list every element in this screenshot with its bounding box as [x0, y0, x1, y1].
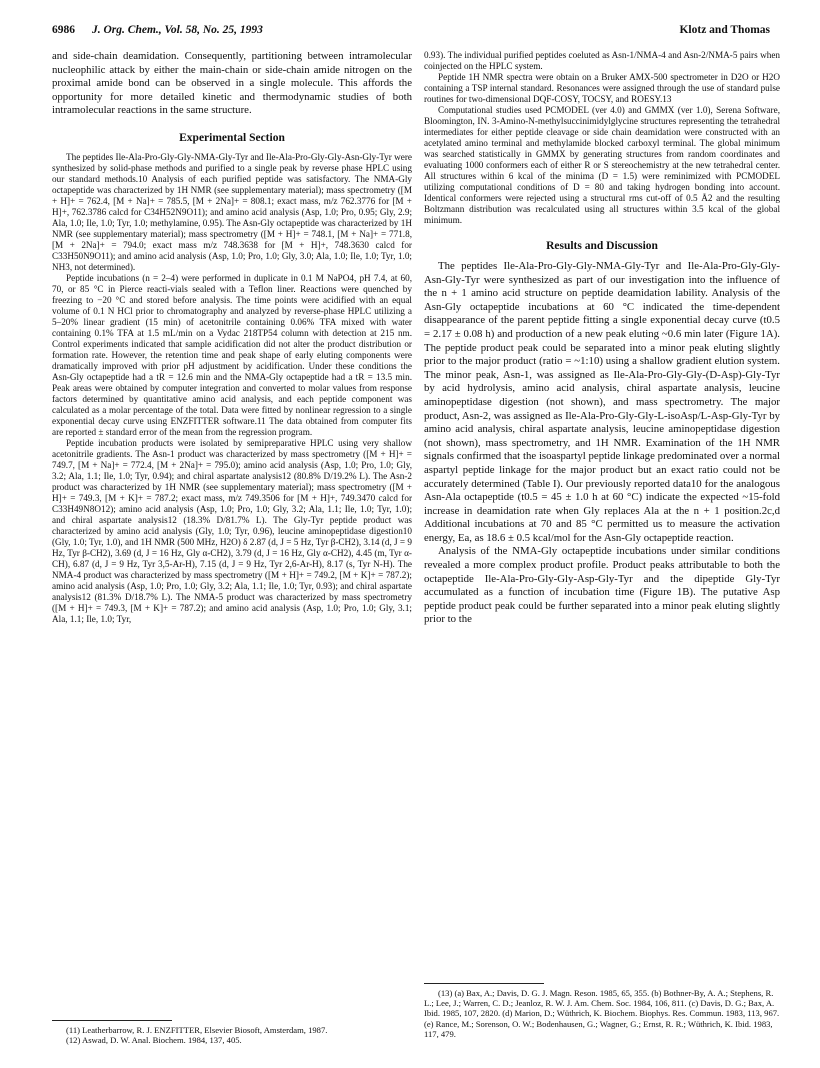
experimental-paragraph-3: Peptide incubation products were isolated by semipreparative HPLC using very shallow acetonitrile gradients. The Asn-1 product was characterized by mass spectrometry ([M + H]+ = 749.7, [M + Na]+ = 772.4, [M + 2Na]+ = 795.0); amino acid analysis (Asp, 1.0; Pro, 1.0; Gly, 3.2; Ala, 1.1; Ile, 1.0; Tyr, 0.94); and chiral aspartate analysis12 (80.8% D/19.2% L). The Asn-2 product was characterized by 1H NMR (see supplementary material); mass spectrometry ([M + H]+ = 749.3, [M + K]+ = 787.2; exact mass, m/z 749.3506 for [M + H]+, 749.3470 calcd for C33H49N8O12); amino acid analysis (Asp, 1.0; Pro, 1.0; Gly, 3.2; Ala, 1.1; Ile, 1.0; Tyr, 1.0); and chiral aspartate analysis12 (18.3% D/81.7% L). The Gly-Tyr peptide product was characterized by amino acid analysis (Gly, 1.0; Tyr, 0.96), leucine aminopeptidase digestion10 (Gly, 1.0; Tyr, 1.0), and 1H NMR (500 MHz, H2O) δ 2.87 (d, J = 5 Hz, Tyr β-CH2), 3.14 (d, J = 9 Hz, Tyr β-CH2), 3.69 (d, J = 16 Hz, Gly α-CH2), 3.79 (d, J = 16 Hz, Gly α-CH2), 4.45 (m, Tyr α-CH), 6.87 (d, J = 9 Hz, Tyr 3,5-Ar-H), 7.15 (d, J = 9 Hz, Tyr 2,6-Ar-H), 8.17 (s, Tyr N-H). The NMA-4 product was characterized by mass spectrometry ([M + H]+ = 749.2, [M + K]+ = 787.2); amino acid analysis (Asp, 1.0; Pro, 1.0; Gly, 3.2; Ala, 1.1; Ile, 1.0; Tyr, 0.93); and chiral aspartate analysis12 (81.3% D/18.7% L). The NMA-5 product was characterized by mass spectrometry ([M + H]+ = 749.3, [M + K]+ = 787.2); and amino acid analysis (Asp, 1.0; Pro, 1.0; Gly, 3.1; Ala, 1.1; Ile, 1.0; Tyr,	[52, 437, 413, 624]
section-title-experimental: Experimental Section	[179, 131, 285, 144]
right-footnotes	[424, 975, 780, 1039]
running-authors: Klotz and Thomas	[679, 24, 770, 36]
experimental-paragraph-continued: 0.93). The individual purified peptides coeluted as Asn-1/NMA-4 and Asn-2/NMA-5 pairs when coinjected on the HPLC system.	[424, 50, 780, 71]
results-paragraph-1: The peptides Ile-Ala-Pro-Gly-Gly-NMA-Gly-Tyr and Ile-Ala-Pro-Gly-Gly-Asn-Gly-Tyr were synthesized as part of our investigation into the influence of the n + 1 amino acid structure on peptide deamidation lability. Analysis of the Asn-Gly octapeptide incubations at 60 °C indicated the time-dependent disappearance of the parent peptide fitting a single exponential decay curve (t0.5 = 2.17 ± 0.08 h) and production of a new peak eluting ~0.6 min later (Figure 1A). The peptide product peak could be separated into a minor peak eluting slightly prior to the major product (ratio = ~1:10) using a shallow gradient elution system. The minor peak, Asn-1, was assigned as Ile-Ala-Pro-Gly-Gly-(D-Asp)-Gly-Tyr by acid hydrolysis, amino acid analysis, chiral aspartate analysis, leucine aminopeptidase digestion (not shown), and mass spectrometry. The major product, Asn-2, was assigned as Ile-Ala-Pro-Gly-Gly-L-isoAsp/L-Asp-Gly-Tyr by amino acid analysis, chiral aspartate analysis, leucine aminopeptidase digestion (not shown), mass spectrometry, and 1H NMR. Examination of the 1H NMR signals confirmed that the isoaspartyl peptide linkage predominated over a normal aspartyl peptide linkage for the major product but an exact ratio could not be accurately determined (Table I). Our previously reported data10 for the analogous Asn-Ala octapeptide (t0.5 = 45 ± 1.0 h at 60 °C) indicate the expected ~15-fold increase in deamidation rate when Gly replaces Ala at the n + 1 position.2c,d Additional incubations at 70 and 85 °C permitted us to measure the activation energy, Ea, as 18.6 ± 0.5 kcal/mol for the Asn-Gly octapeptide reaction.	[424, 260, 780, 544]
experimental-paragraph-1: The peptides Ile-Ala-Pro-Gly-Gly-NMA-Gly-Tyr and Ile-Ala-Pro-Gly-Gly-Asn-Gly-Tyr were synthesized by solid-phase methods and purified to a single peak by reverse phase HPLC using our standard methods.10 Analysis of each purified peptide was satisfactory. The NMA-Gly octapeptide was characterized by 1H NMR (see supplementary material); mass spectrometry ([M + H]+ = 762.4, [M + Na]+ = 785.5, [M + 2Na]+ = 808.1; exact mass, m/z 762.3776 for [M + H]+, 762.3786 calcd for C34H52N9O11); and amino acid analysis (Asp, 1.0; Pro, 0.95; Gly, 2.9; Ala, 1.0; Ile, 1.0; Tyr, 1.0; methylamine, 0.95). The Asn-Gly octapeptide was characterized by 1H NMR (see supplementary material); mass spectrometry ([M + H]+ = 748.1, [M + Na]+ = 771.8, [M + 2Na]+ = 794.0; exact mass m/z 748.3638 for [M + H]+, 748.3630 calcd for C33H50N9O11); and amino acid analysis (Asp, 1.0; Pro, 1.0; Gly, 3.0; Ala, 1.0; Ile, 1.0; Tyr, 1.0; NH3, not determined).	[52, 151, 412, 272]
results-paragraph-2: Analysis of the NMA-Gly octapeptide incubations under similar conditions revealed a more complex product profile. Product peaks attributable to both the octapeptide Ile-Ala-Pro-Gly-Gly-Asp-Gly-Tyr and the dipeptide Gly-Tyr accumulated as a function of incubation time (Figure 1B). The putative Asp peptide product peak could be further separated into a minor peak eluting slightly prior to the	[424, 545, 780, 626]
left-column	[52, 50, 412, 625]
footnote-rule	[424, 983, 544, 984]
page-number: 6986	[52, 24, 75, 36]
footnote-rule	[52, 1020, 172, 1021]
computational-paragraph: Computational studies used PCMODEL (ver 4.0) and GMMX (ver 1.0), Serena Software, Bloomington, IN. 3-Amino-N-methylsuccinimidylglycine structures representing the tetrahedral intermediates for either peptide cleavage or side chain deamidation were constructed with an acetylated amino terminal and methylamide blocked carboxyl terminal. The global minimum was searched statistically in GMMX by generating structures from random coordinates and evaluating 1000 conformers each of either R or S stereochemistry at the new tetrahedral center. All structures within 6 kcal of the minima (D = 1.5) were reminimized with PCMODEL utilizing computational conditions of D = 80 and taking hydrogen bonding into account. Identical conformers were rejected using a structural rms cut-off of 0.5 Å2 and the resulting Boltzmann distribution was recalculated using all structures within 3.5 kcal of the global minimum.	[424, 105, 780, 225]
section-title-results: Results and Discussion	[546, 240, 658, 252]
experimental-paragraph-2: Peptide incubations (n = 2–4) were performed in duplicate in 0.1 M NaPO4, pH 7.4, at 60, 70, or 85 °C in Pierce reacti-vials sealed with a Teflon liner. Reactions were quenched by freezing to −20 °C and stored before analysis. The time points were acidified with an equal volume of 0.1 N HCl prior to chromatography and analyzed by reverse-phase HPLC utilizing a 5–20% linear gradient (15 min) of acetonitrile containing 0.06% TFA mixed with water containing 0.1% TFA at 1.5 mL/min on a Vydac 218TP54 column with detection at 215 nm. Control experiments indicated that sample acidification did not alter the product distribution or formation rate. However, the retention time and peak shape of early eluting components were dramatically improved with prior pH adjustment by acidification. Under these conditions the Asn-Gly octapeptide had a tR = 12.6 min and the NMA-Gly octapeptide had a tR = 13.5 min. Peak areas were obtained by computer integration and converted to molar values from response factors determined by quantitative amino acid analysis, and each peptide component was calculated as a molar percentage of the total. Data were fitted by nonlinear regression to a single exponential decay curve using ENZFITTER software.11 The data obtained from computer fits are reported ± standard error of the mean from the regression program.	[52, 272, 412, 437]
nmr-paragraph: Peptide 1H NMR spectra were obtain on a Bruker AMX-500 spectrometer in D2O or H2O containing a TSP internal standard. Resonances were assigned through the use of standard pulse routines for two-dimensional DQF-COSY, TOCSY, and ROESY.13	[424, 72, 780, 104]
running-header	[52, 24, 770, 42]
journal-citation: J. Org. Chem., Vol. 58, No. 25, 1993	[92, 24, 263, 36]
right-column	[424, 50, 780, 627]
footnote-12: (12) Aswad, D. W. Anal. Biochem. 1984, 137, 405.	[66, 1035, 242, 1046]
footnote-11: (11) Leatherbarrow, R. J. ENZFITTER, Elsevier Biosoft, Amsterdam, 1987.	[66, 1025, 328, 1035]
intro-paragraph: and side-chain deamidation. Consequently, partitioning between intramolecular nucleophilic attack by either the main-chain or side-chain amide nitrogen on the proximal amide bond can be observed in a single molecule. This affords the opportunity for more detailed kinetic and thermodynamic studies of both intramolecular reactions in the same structure.	[52, 50, 412, 117]
left-footnotes	[52, 1012, 412, 1045]
footnote-13: (13) (a) Bax, A.; Davis, D. G. J. Magn. Reson. 1985, 65, 355. (b) Bothner-By, A. A.; Stephens, R. L.; Lee, J.; Warren, C. D.; Jeanloz, R. W. J. Am. Chem. Soc. 1984, 106, 811. (c) Davis, D. G.; Bax, A. Ibid. 1985, 107, 2820. (d) Marion, D.; Wüthrich, K. Biochem. Biophys. Res. Commun. 1983, 113, 967. (e) Rance, M.; Sorenson, O. W.; Bodenhausen, G.; Wagner, G.; Ernst, R. R.; Wüthrich, K. Ibid. 1983, 117, 479.	[424, 988, 780, 1039]
